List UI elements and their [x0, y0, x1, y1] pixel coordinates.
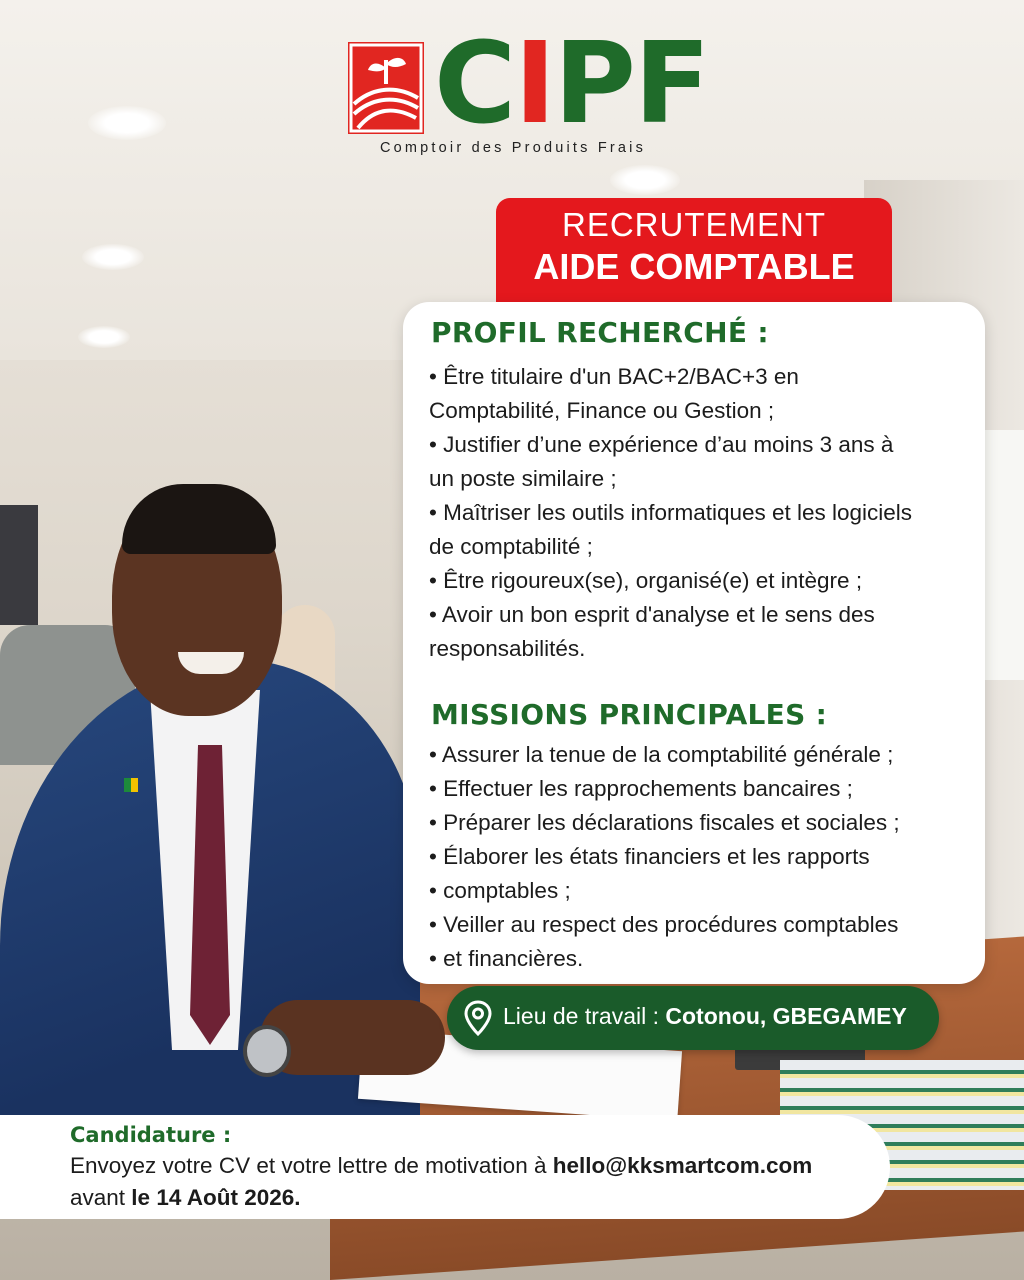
job-details-card — [403, 302, 985, 984]
application-title: Candidature : — [70, 1123, 232, 1147]
map-pin-icon — [463, 1000, 493, 1036]
list-item: • Élaborer les états financiers et les rapports — [429, 844, 870, 869]
list-item: • Assurer la tenue de la comptabilité générale ; — [429, 742, 894, 767]
list-item: Comptabilité, Finance ou Gestion ; — [429, 398, 775, 423]
ceiling-light — [82, 244, 144, 270]
deadline-date: le 14 Août 2026. — [131, 1185, 301, 1210]
recruitment-banner — [496, 198, 892, 302]
field-sprout-icon — [348, 42, 424, 134]
location-label: Lieu de travail : — [503, 1003, 666, 1029]
ceiling-light — [78, 326, 130, 348]
logo-wordmark: CIPF — [434, 19, 709, 149]
cpf-logo — [348, 19, 709, 160]
shelf — [0, 505, 38, 625]
ceiling-light — [610, 165, 680, 195]
list-item: de comptabilité ; — [429, 534, 593, 559]
list-item: responsabilités. — [429, 636, 586, 661]
contact-email[interactable]: hello@kksmartcom.com — [552, 1153, 813, 1178]
application-instructions: Envoyez votre CV et votre lettre de motivation à hello@kksmartcom.com — [70, 1153, 813, 1178]
list-item: • Être rigoureux(se), organisé(e) et intègre ; — [429, 568, 863, 593]
location-text — [503, 1003, 907, 1030]
list-item: • Veiller au respect des procédures comptables — [429, 912, 899, 937]
location-badge — [447, 986, 939, 1050]
flag-pin — [124, 778, 138, 792]
list-item: • Effectuer les rapprochements bancaires ; — [429, 776, 853, 801]
list-item: • et financières. — [429, 946, 584, 971]
list-item: un poste similaire ; — [429, 466, 617, 491]
location-value: Cotonou, GBEGAMEY — [665, 1003, 907, 1029]
list-item: • Préparer les déclarations fiscales et sociales ; — [429, 810, 900, 835]
profile-title: PROFIL RECHERCHÉ : — [431, 316, 769, 349]
logo-tagline: Comptoir des Produits Frais — [379, 140, 647, 156]
application-deadline: avant le 14 Août 2026. — [70, 1185, 301, 1210]
missions-title: MISSIONS PRINCIPALES : — [431, 698, 828, 731]
list-item: • Justifier d’une expérience d’au moins 3 ans à — [429, 432, 894, 457]
application-box — [0, 1115, 890, 1219]
list-item: • comptables ; — [429, 878, 571, 903]
list-item: • Maîtriser les outils informatiques et les logiciels — [429, 500, 913, 525]
man-hair — [122, 484, 276, 554]
profile-list — [429, 360, 977, 666]
missions-list — [429, 738, 977, 976]
wristwatch — [243, 1025, 291, 1077]
list-item: • Être titulaire d'un BAC+2/BAC+3 en — [429, 364, 799, 389]
ceiling-light — [88, 106, 166, 140]
list-item: • Avoir un bon esprit d'analyse et le sens des — [429, 602, 875, 627]
banner-heading: RECRUTEMENT — [562, 206, 826, 243]
window — [984, 430, 1024, 680]
job-title: AIDE COMPTABLE — [533, 246, 855, 287]
